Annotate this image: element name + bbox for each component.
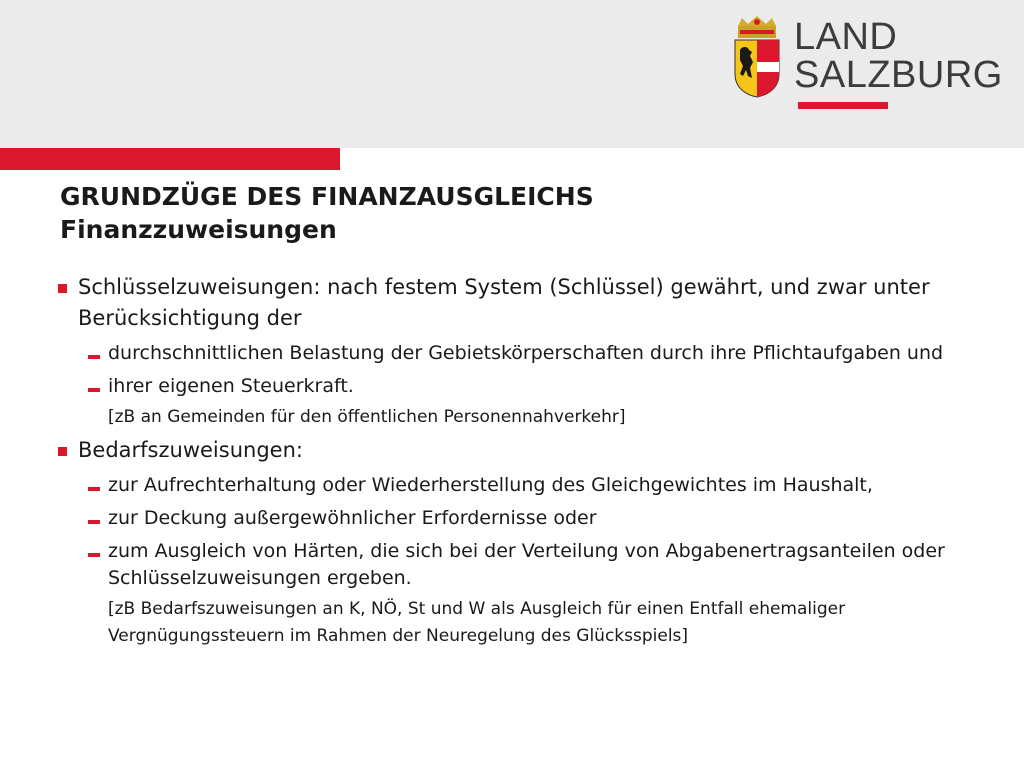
sub-bullet-item	[88, 472, 978, 499]
dash-bullet-icon	[88, 388, 100, 392]
slide-content	[58, 272, 978, 650]
sub-bullet-item	[88, 340, 978, 367]
sub-bullet-text: durchschnittlichen Belastung der Gebietskörperschaften durch ihre Pflichtaufgaben und	[108, 342, 944, 364]
bullet-item	[58, 272, 978, 334]
logo-wordmark	[794, 18, 1003, 94]
bullet-item	[58, 435, 978, 466]
logo-line-land: LAND	[794, 16, 898, 58]
sub-bullet-text: zum Ausgleich von Härten, die sich bei der Verteilung von Abgabenertragsanteilen oder Schlüsselzuweisungen ergeben.	[108, 540, 945, 589]
square-bullet-icon	[58, 284, 67, 293]
sub-bullet-text: zur Deckung außergewöhnlicher Erfordernisse oder	[108, 507, 597, 529]
example-note: [zB an Gemeinden für den öffentlichen Personennahverkehr]	[108, 407, 626, 427]
sub-bullet-item	[88, 373, 978, 400]
square-bullet-icon	[58, 447, 67, 456]
logo-underline	[798, 102, 888, 109]
title-line-1: GRUNDZÜGE DES FINANZAUSGLEICHS	[60, 182, 594, 211]
salzburg-coat-of-arms-icon	[732, 16, 782, 98]
bullet-text: Bedarfszuweisungen:	[78, 438, 303, 462]
dash-bullet-icon	[88, 520, 100, 524]
accent-bar	[0, 148, 340, 170]
dash-bullet-icon	[88, 553, 100, 557]
example-note: [zB Bedarfszuweisungen an K, NÖ, St und W als Ausgleich für einen Entfall ehemaliger Vergnügungssteuern im Rahmen der Neuregelung des Glücksspiels]	[108, 599, 846, 646]
title-line-2: Finanzzuweisungen	[60, 215, 337, 244]
sub-bullet-item	[88, 505, 978, 532]
dash-bullet-icon	[88, 355, 100, 359]
land-salzburg-logo	[732, 14, 1002, 114]
sub-bullet-item	[88, 538, 978, 592]
logo-line-salzburg: SALZBURG	[794, 54, 1003, 96]
bullet-text: Schlüsselzuweisungen: nach festem System (Schlüssel) gewährt, und zwar unter Berücksichtigung der	[78, 275, 930, 330]
sub-bullet-text: ihrer eigenen Steuerkraft.	[108, 375, 354, 397]
page-title	[60, 180, 980, 246]
sub-bullet-text: zur Aufrechterhaltung oder Wiederherstellung des Gleichgewichtes im Haushalt,	[108, 474, 873, 496]
dash-bullet-icon	[88, 487, 100, 491]
